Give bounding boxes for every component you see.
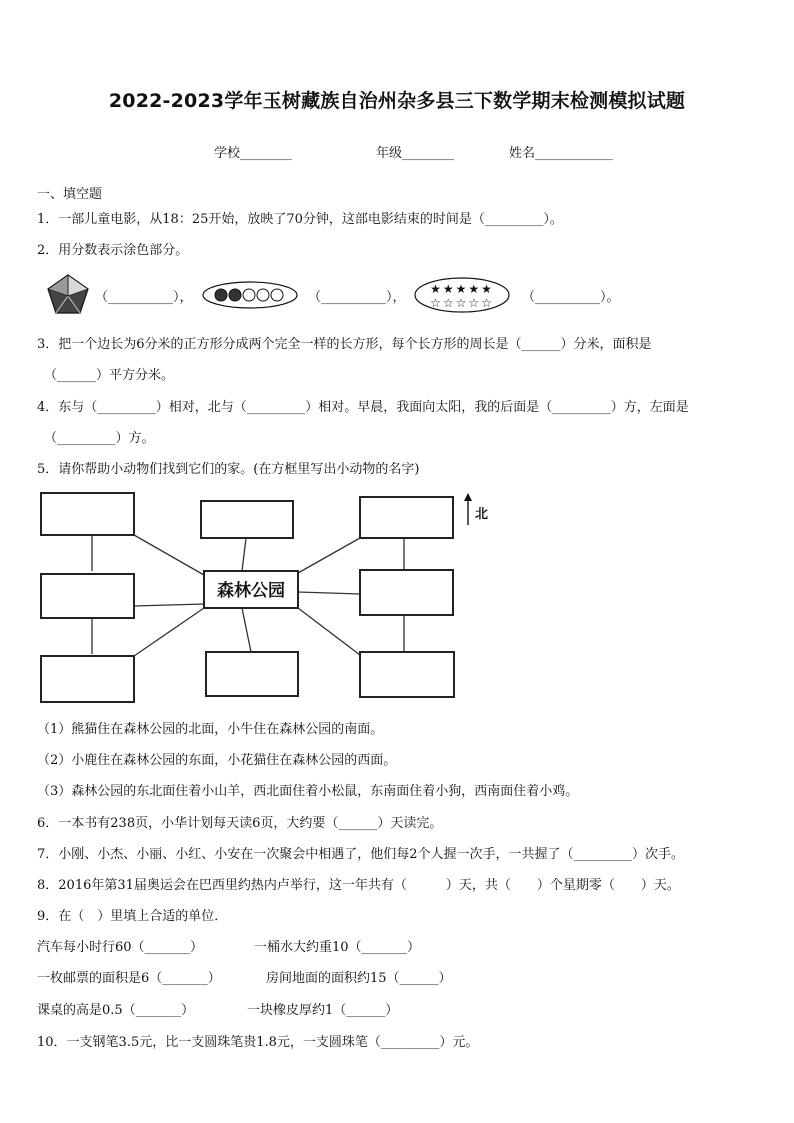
box-northeast xyxy=(360,497,453,538)
box-west xyxy=(41,574,134,618)
page-title: 2022-2023学年玉树藏族自治州杂多县三下数学期末检测模拟试题 xyxy=(108,90,686,112)
question-9-item: 汽车每小时行60（_______） xyxy=(37,940,204,955)
question-2: 2．用分数表示涂色部分。 xyxy=(37,243,189,258)
question-9-item: 一块橡皮厚约1（______） xyxy=(247,1003,399,1018)
box-south xyxy=(206,652,298,696)
box-north xyxy=(201,501,293,538)
answer-blank-stars[interactable]: （__________）。 xyxy=(522,290,620,305)
section-heading-fill-blank: 一、填空题 xyxy=(37,187,103,202)
question-9-item: 一枚邮票的面积是6（_______） xyxy=(37,971,221,986)
question-10: 10．一支钢笔3.5元，比一支圆珠笔贵1.8元，一支圆珠笔（_________）元。 xyxy=(37,1035,479,1050)
question-5-note-1: （1）熊猫住在森林公园的北面，小牛住在森林公园的南面。 xyxy=(37,722,384,737)
question-9: 9．在（ ）里填上合适的单位． xyxy=(37,909,228,924)
school-field[interactable]: 学校________ xyxy=(214,146,293,161)
shaded-pentagon-figure xyxy=(46,273,90,315)
box-northwest xyxy=(41,493,134,535)
circles-figure xyxy=(201,280,299,310)
question-3-line1: 3．把一个边长为6分米的正方形分成两个完全一样的长方形，每个长方形的周长是（______）分米，面积是 xyxy=(37,337,652,352)
box-southeast xyxy=(360,652,454,697)
forest-park-map xyxy=(36,488,496,710)
question-4-line2: （_________）方。 xyxy=(44,431,155,446)
north-label: 北 xyxy=(475,507,489,522)
box-east xyxy=(360,570,453,615)
question-5-note-3: （3）森林公园的东北面住着小山羊，西北面住着小松鼠，东南面住着小狗，西南面住着小鸡。 xyxy=(37,784,579,799)
question-5-note-2: （2）小鹿住在森林公园的东面，小花猫住在森林公园的西面。 xyxy=(37,753,397,768)
question-7: 7．小刚、小杰、小丽、小红、小安在一次聚会中相遇了，他们每2个人握一次手，一共握了（_________）次手。 xyxy=(37,847,685,862)
question-8: 8．2016年第31届奥运会在巴西里约热内卢举行，这一年共有（ ）天，共（ ）个星期零（ ）天。 xyxy=(37,878,680,893)
question-9-item: 课桌的高是0.5（_______） xyxy=(37,1003,195,1018)
grade-field[interactable]: 年级________ xyxy=(376,146,455,161)
question-4-line1: 4．东与（_________）相对，北与（_________）相对。早晨，我面向太阳，我的后面是（_________）方，左面是 xyxy=(37,400,689,415)
answer-blank-pentagon[interactable]: （__________）， xyxy=(95,290,193,305)
svg-text:★★★★★: ★★★★★ xyxy=(430,282,494,296)
box-southwest xyxy=(41,656,134,702)
question-9-item: 房间地面的面积约15（______） xyxy=(266,971,452,986)
question-9-item: 一桶水大约重10（_______） xyxy=(254,940,421,955)
question-5: 5．请你帮助小动物们找到它们的家。(在方框里写出小动物的名字) xyxy=(37,462,420,477)
svg-text:☆☆☆☆☆: ☆☆☆☆☆ xyxy=(430,296,494,310)
forest-park-label: 森林公园 xyxy=(217,581,285,601)
question-3-line2: （______）平方分米。 xyxy=(44,368,175,383)
name-field[interactable]: 姓名____________ xyxy=(509,146,614,161)
answer-blank-circles[interactable]: （__________）， xyxy=(308,290,406,305)
question-1: 1．一部儿童电影，从18：25开始，放映了70分钟，这部电影结束的时间是（_________）。 xyxy=(37,212,563,227)
stars-figure xyxy=(413,276,511,314)
question-6: 6．一本书有238页，小华计划每天读6页，大约要（______）天读完。 xyxy=(37,816,443,831)
